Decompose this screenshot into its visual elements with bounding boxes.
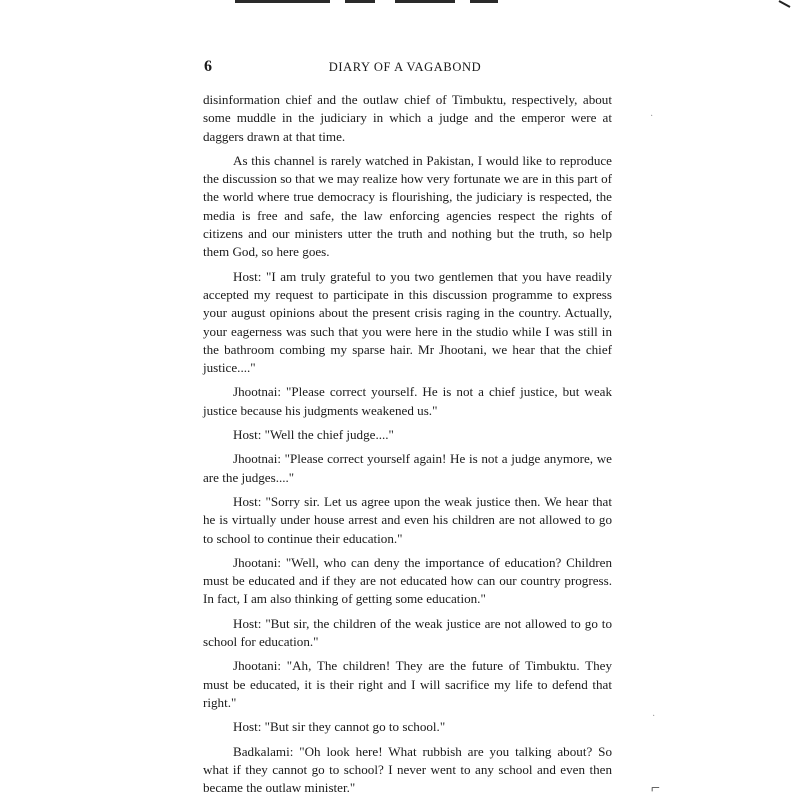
scan-speck: · [652, 711, 656, 722]
paragraph: Badkalami: "Oh look here! What rubbish are you talking about? So what if they cannot go to school? I never went to any school and even then became the outlaw minister." [203, 743, 612, 796]
running-head: DIARY OF A VAGABOND [328, 60, 482, 74]
paragraph: Jhootani: "Well, who can deny the importance of education? Children must be educated and if they are not educated how can our country progress. In fact, I am also thinking of getting some education." [203, 554, 612, 607]
page-header [200, 58, 610, 78]
paragraph: Host: "I am truly grateful to you two gentlemen that you have readily accepted my request to participate in this discussion programme to express your august opinions about the present crisis raging in the country. Actually, your eagerness was such that you were here in the studio while I was still in the bathroom combing my sparse hair. Mr Jhootani, we hear that the chief justice...." [203, 268, 612, 376]
bottom-scan-mark: ⌐ [650, 780, 660, 797]
paragraph: Host: "But sir, the children of the weak justice are not allowed to go to school for education." [203, 615, 612, 650]
paragraph: As this channel is rarely watched in Pakistan, I would like to reproduce the discussion so that we may realize how very fortunate we are in this part of the world where true democracy is flourishing, the judiciary is respected, the media is free and safe, the law enforcing agencies respect the rights of citizens and our ministers utter the truth and nothing but the truth, so help them God, so here goes. [203, 152, 612, 260]
paragraph: Host: "Sorry sir. Let us agree upon the weak justice then. We hear that he is virtually under house arrest and even his children are not allowed to go to school to continue their education." [203, 493, 612, 546]
corner-scan-mark [778, 0, 792, 8]
top-edge-marks [0, 0, 800, 3]
scan-speck: · [650, 111, 654, 122]
paragraph: Jhootnai: "Please correct yourself. He is not a chief justice, but weak justice because his judgments weakened us." [203, 384, 612, 418]
page-number: 6 [204, 58, 212, 75]
paragraph: disinformation chief and the outlaw chief of Timbuktu, respectively, about some muddle in the judiciary in which a judge and the emperor were at daggers drawn at that time. [203, 92, 612, 144]
body-text [203, 91, 612, 803]
paragraph: Jhootnai: "Please correct yourself again! He is not a judge anymore, we are the judges...." [203, 451, 612, 485]
paragraph: Host: "Well the chief judge...." [233, 427, 394, 443]
paragraph: Jhootani: "Ah, The children! They are the future of Timbuktu. They must be educated, it is their right and I will sacrifice my life to defend that right." [203, 658, 612, 710]
paragraph: Host: "But sir they cannot go to school." [233, 719, 446, 735]
